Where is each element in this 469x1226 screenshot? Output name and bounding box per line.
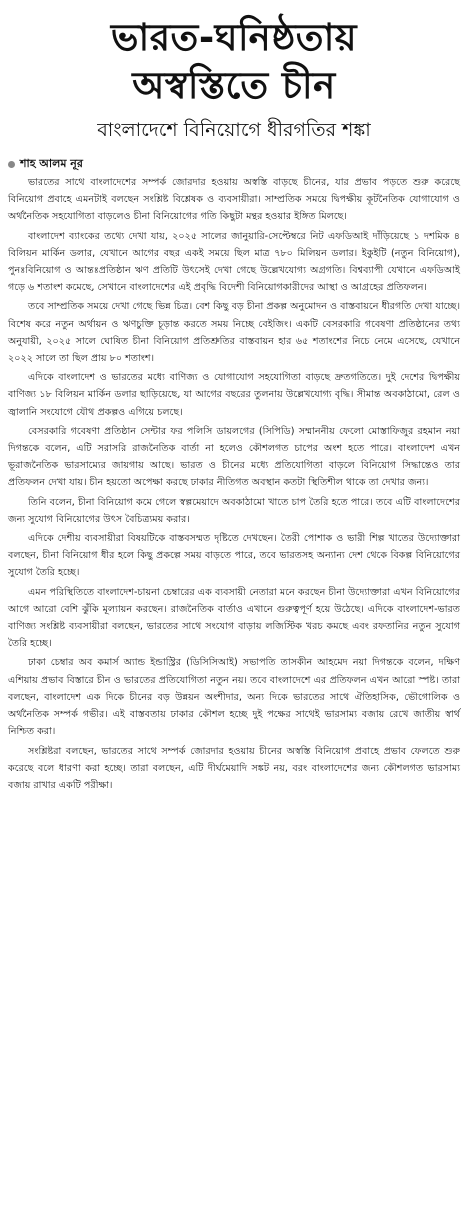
byline-author: শাহ আলম নূর xyxy=(20,157,83,170)
bullet-icon xyxy=(8,161,15,168)
headline-line-2: অস্বস্তিতে চীন xyxy=(132,64,336,107)
byline xyxy=(8,156,460,172)
article-paragraph: এদিকে বাংলাদেশ ও ভারতের মধ্যে বাণিজ্য ও যোগাযোগ সহযোগিতা বাড়ছে দ্রুতগতিতে। দুই দেশের দ্বিপক্ষীয় বাণিজ্য ১৮ বিলিয়ন মার্কিন ডলার ছাড়িয়েছে, যা আগের বছরের তুলনায় উল্লেখযোগ্য বৃদ্ধি। সীমান্ত অবকাঠামো, রেল ও জ্বালানি সংযোগে যৌথ প্রকল্পও এগিয়ে চলছে। xyxy=(8,372,460,418)
article-paragraph: বাংলাদেশ ব্যাংকের তথ্যে দেখা যায়, ২০২৫ সালের জানুয়ারি-সেপ্টেম্বরে নিট এফডিআই দাঁড়িয়েছে ১ দশমিক ৪ বিলিয়ন মার্কিন ডলার, যেখানে আগের বছর একই সময়ে ছিল মাত্র ৭৮০ মিলিয়ন ডলার। ইকুইটি (নতুন বিনিয়োগ), পুনঃবিনিয়োগ ও আন্তঃপ্রতিষ্ঠান ঋণ প্রতিটি উৎসেই দেখা গেছে উল্লেখযোগ্য অগ্রগতি। বিশ্বব্যাপী যেখানে এফডিআই গড়ে ৬ শতাংশ কমেছে, সেখানে বাংলাদেশের এই প্রবৃদ্ধি বিদেশী বিনিয়োগকারীদের আস্থা ও আগ্রহের প্রতিফলন। xyxy=(8,230,460,294)
headline-line-1: ভারত-ঘনিষ্ঠতায় xyxy=(110,16,358,59)
article-paragraph: এমন পরিস্থিতিতে বাংলাদেশ-চায়না চেম্বারের এক ব্যবসায়ী নেতারা মনে করছেন চীনা উদ্যোক্তারা এখন বিনিয়োগের আগে আরো বেশি ঝুঁকি মূল্যায়ন করছেন। রাজনৈতিক বার্তাও এখানে গুরুত্বপূর্ণ হয়ে উঠেছে। এদিকে বাংলাদেশ-ভারত বাণিজ্য সংশ্লিষ্ট ব্যবসায়ীরা বলছেন, ভারতের সাথে সংযোগ বাড়ায় লজিস্টিক খরচ কমছে এবং রফতানির নতুন সুযোগ তৈরি হচ্ছে। xyxy=(8,586,460,650)
article-body xyxy=(8,174,460,794)
article-paragraph: তবে সাম্প্রতিক সময়ে দেখা গেছে ভিন্ন চিত্র। বেশ কিছু বড় চীনা প্রকল্প অনুমোদন ও বাস্তবায়নে ধীরগতি দেখা যাচ্ছে। বিশেষ করে নতুন অর্থায়ন ও ঋণচুক্তি চূড়ান্ত করতে সময় নিচ্ছে বেইজিং। একটি বেসরকারি গবেষণা প্রতিষ্ঠানের তথ্য অনুযায়ী, ২০২৫ সালে ঘোষিত চীনা বিনিয়োগ প্রতিশ্রুতির বাস্তবায়ন হার ৬৫ শতাংশের নিচে নেমে এসেছে, যেখানে ২০২২ সালে তা ছিল প্রায় ৮০ শতাংশ। xyxy=(8,301,460,365)
article-paragraph: বেসরকারি গবেষণা প্রতিষ্ঠান সেন্টার ফর পলিসি ডায়লগের (সিপিডি) সম্মাননীয় ফেলো মোস্তাফিজুর রহমান নয়া দিগন্তকে বলেন, এটি সরাসরি রাজনৈতিক বার্তা না হলেও কৌশলগত চাপের অংশ হতে পারে। বাংলাদেশ এখন ভূরাজনৈতিক ভারসাম্যের জায়গায় আছে। ভারত ও চীনের মধ্যে প্রতিযোগিতা বাড়লে বিনিয়োগ সিদ্ধান্তেও তার প্রতিফলন দেখা যায়। চীন হয়তো অপেক্ষা করছে ঢাকার নীতিগত অবস্থান কতটা স্থিতিশীল থাকে তা দেখার জন্য। xyxy=(8,425,460,489)
headline xyxy=(8,0,460,110)
subheadline: বাংলাদেশে বিনিয়োগে ধীরগতির শঙ্কা xyxy=(97,119,371,141)
article-paragraph: সংশ্লিষ্টরা বলছেন, ভারতের সাথে সম্পর্ক জোরদার হওয়ায় চীনের অস্বস্তি বিনিয়োগ প্রবাহে প্রভাব ফেলতে শুরু করেছে বলে ধারণা করা হচ্ছে। তারা বলছেন, এটি দীর্ঘমেয়াদি সঙ্কট নয়, বরং বাংলাদেশের জন্য কৌশলগত ভারসাম্য বজায় রাখার একটি পরীক্ষা। xyxy=(8,745,460,791)
article-paragraph: ঢাকা চেম্বার অব কমার্স অ্যান্ড ইন্ডাস্ট্রির (ডিসিসিআই) সভাপতি তাসকীন আহমেদ নয়া দিগন্তকে বলেন, দক্ষিণ এশিয়ায় প্রভাব বিস্তারে চীন ও ভারতের প্রতিযোগিতা নতুন নয়। তবে বাংলাদেশে এর প্রতিফলন এখন আরো স্পষ্ট। তারা বলছেন, বাংলাদেশ এক দিকে চীনের বড় উন্নয়ন অংশীদার, অন্য দিকে ভারতের সাথে ঐতিহাসিক, ভৌগোলিক ও অর্থনৈতিক সম্পর্ক গভীর। এই বাস্তবতায় ঢাকার কৌশল হচ্ছে দুই পক্ষের সাথেই ভারসাম্য বজায় রেখে জাতীয় স্বার্থ নিশ্চিত করা। xyxy=(8,657,460,738)
article-paragraph: এদিকে দেশীয় ব্যবসায়ীরা বিষয়টিকে বাস্তবসম্মত দৃষ্টিতে দেখছেন। তৈরী পোশাক ও ভারী শিল্প খাতের উদ্যোক্তারা বলছেন, চীনা বিনিয়োগ ধীর হলে কিছু প্রকল্পে সময় বাড়তে পারে, তবে ভারতসহ অন্যান্য দেশ থেকে বিকল্প বিনিয়োগের সুযোগ তৈরি হচ্ছে। xyxy=(8,533,460,579)
article-paragraph: তিনি বলেন, চীনা বিনিয়োগ কমে গেলে স্বল্পমেয়াদে অবকাঠামো খাতে চাপ তৈরি হতে পারে। তবে এটি বাংলাদেশের জন্য সুযোগ বিনিয়োগের উৎস বৈচিত্র্যময় করার। xyxy=(8,496,460,525)
article-paragraph: ভারতের সাথে বাংলাদেশের সম্পর্ক জোরদার হওয়ায় অস্বস্তি বাড়ছে চীনের, যার প্রভাব পড়তে শুরু করেছে বিনিয়োগ প্রবাহে এমনটাই বলছেন সংশ্লিষ্ট বিশ্লেষক ও ব্যবসায়ীরা। সাম্প্রতিক সময়ে দ্বিপক্ষীয় কূটনৈতিক যোগাযোগ ও অর্থনৈতিক সহযোগিতা বাড়লেও চীনা বিনিয়োগের গতি কিছুটা মন্থর হওয়ার ইঙ্গিত মিলছে। xyxy=(8,177,460,223)
